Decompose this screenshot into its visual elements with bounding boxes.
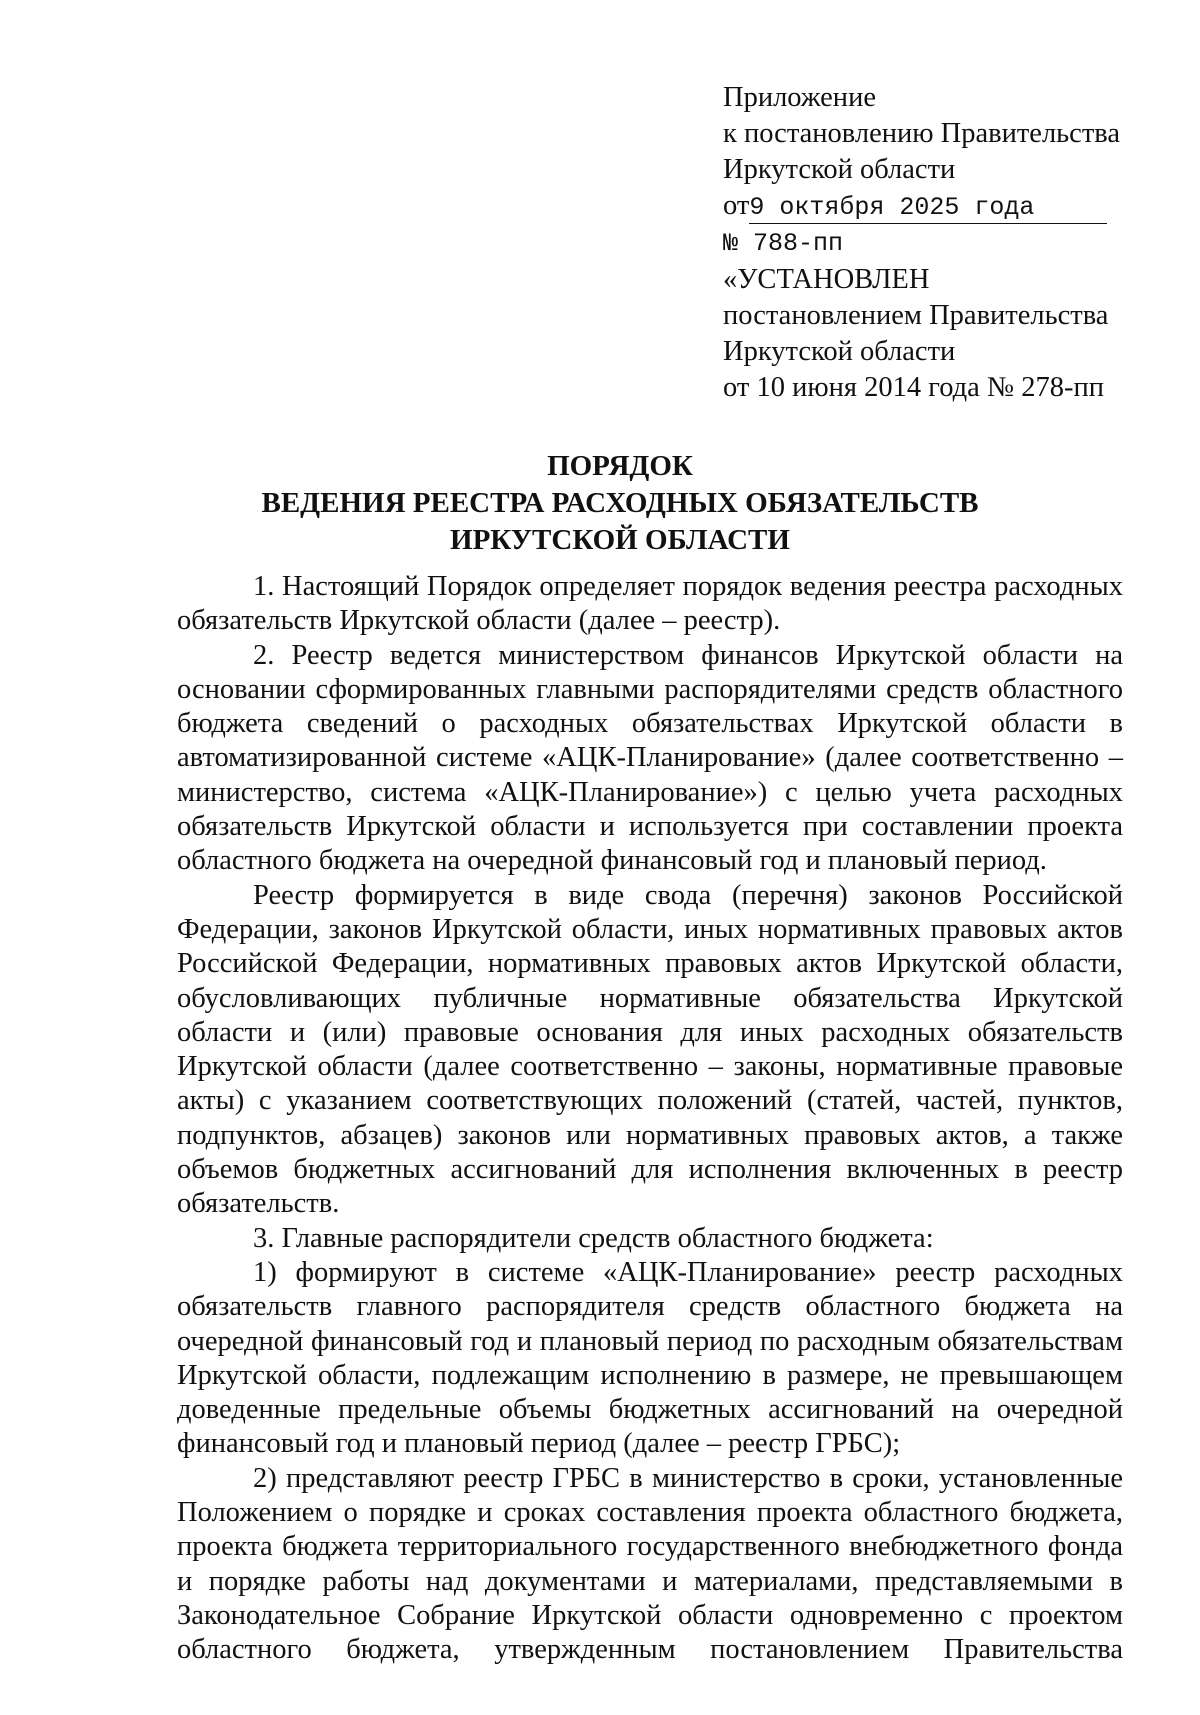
title-line-1: ПОРЯДОК: [547, 450, 693, 482]
paragraph-3: Реестр формируется в виде свода (перечня) законов Российской Федерации, законов Иркутской области, иных нормативных правовых актов Российской Федерации, нормативных правовых актов Иркутской области, обусловливающих публичные нормативные обязательства Иркутской области и (или) правовые основания для иных расходных обязательств Иркутской области (далее соответственно – законы, нормативные правовые акты) с указанием соответствующих положений (статей, частей, пунктов, подпунктов, абзацев) законов или нормативных правовых актов, а также объемов бюджетных ассигнований для исполнения включенных в реестр обязательств.: [177, 879, 1123, 1220]
header-line-appendix: Приложение: [723, 82, 876, 113]
approval-header: [723, 80, 1153, 406]
paragraph-4: 3. Главные распорядители средств областного бюджета:: [253, 1222, 934, 1254]
established-line-3: Иркутской области: [723, 336, 956, 367]
paragraph-6: 2) представляют реестр ГРБС в министерство в сроки, установленные Положением о порядке и сроках составления проекта областного бюджета, проекта бюджета территориального государственного внебюджетного фонда и порядке работы над документами и материалами, представляемыми в Законодательное Собрание Иркутской области одновременно с проектом областного бюджета, утвержденным постановлением Правительства: [177, 1462, 1123, 1666]
paragraph-1: 1. Настоящий Порядок определяет порядок ведения реестра расходных обязательств Иркутской области (далее – реестр).: [177, 571, 1123, 637]
document-body: [177, 570, 1123, 1668]
title-line-3: ИРКУТСКОЙ ОБЛАСТИ: [450, 524, 790, 556]
header-line-region: Иркутской области: [723, 154, 956, 185]
paragraph-5: 1) формируют в системе «АЦК-Планирование» реестр расходных обязательств главного распорядителя средств областного бюджета на очередной финансовый год и плановый период по расходным обязательствам Иркутской области, подлежащим исполнению в размере, не превышающем доведенные предельные объемы бюджетных ассигнований на очередной финансовый год и плановый период (далее – реестр ГРБС);: [177, 1256, 1123, 1460]
date-prefix: от: [723, 190, 750, 221]
paragraph-2: 2. Реестр ведется министерством финансов Иркутской области на основании сформированных главными распорядителями средств областного бюджета сведений о расходных обязательствах Иркутской области в автоматизированной системе «АЦК-Планирование» (далее соответственно – министерство, система «АЦК-Планирование») с целью учета расходных обязательств Иркутской области и используется при составлении проекта областного бюджета на очередной финансовый год и плановый период.: [177, 639, 1123, 877]
title-line-2: ВЕДЕНИЯ РЕЕСТРА РАСХОДНЫХ ОБЯЗАТЕЛЬСТВ: [261, 487, 979, 519]
number-value: 788-пп: [738, 229, 844, 258]
established-line-2: постановлением Правительства: [723, 300, 1109, 331]
date-value: 9 октября 2025 года: [749, 193, 1107, 224]
document-title: [120, 448, 1120, 559]
established-line-4: от 10 июня 2014 года № 278-пп: [723, 372, 1104, 403]
header-date-line: [723, 188, 1153, 224]
established-line-1: «УСТАНОВЛЕН: [723, 264, 930, 295]
header-line-resolution: к постановлению Правительства: [723, 118, 1121, 149]
number-prefix: №: [723, 229, 739, 258]
header-number-line: [723, 224, 1153, 262]
